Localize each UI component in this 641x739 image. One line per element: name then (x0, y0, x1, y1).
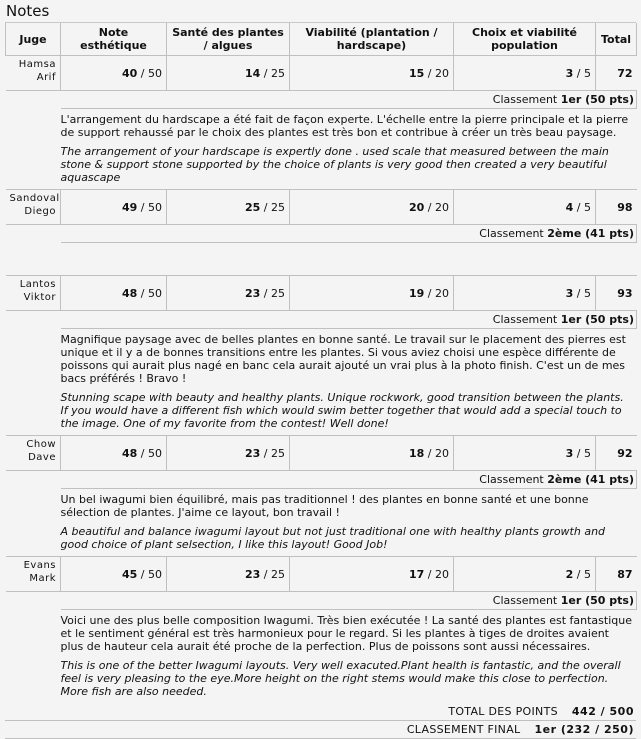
final-ranking-value: 1er (232 / 250) (534, 723, 634, 736)
total-points-label: TOTAL DES POINTS (448, 705, 558, 718)
judge-name: Evans Mark (6, 557, 61, 592)
judge-comment-row (6, 109, 637, 190)
judge-name: Sandoval Diego (6, 190, 61, 225)
judge-rank-row (6, 471, 637, 489)
comment-french: L'arrangement du hardscape a été fait de façon experte. L'échelle entre la pierre principale et la pierre de support rehaussé par le choix des plantes est très bon et contribue à créer un très beau paysage. (60, 113, 629, 139)
judge-rank: Classement 2ème (41 pts) (61, 471, 637, 489)
viability-score: 15 / 20 (290, 56, 454, 91)
judge-rank: Classement 1er (50 pts) (61, 91, 637, 109)
comment-english: A beautiful and balance iwagumi layout but not just traditional one with healthy plants growth and good choice of plant selsection, I like this layout! Good Job! (60, 525, 606, 551)
health-score: 23 / 25 (167, 436, 290, 471)
comment-french: Magnifique paysage avec de belles plantes en bonne santé. Le travail sur le placement des pierres est unique et il y a de bonnes transitions entre les plantes. Si vous aviez choisi une espèce différente de poissons qui aurait plus nagé en banc cela aurait ajouté un vrai plus à la photo finish. C'est un de mes bacs préférés ! Bravo ! (60, 333, 626, 385)
judge-comment (61, 610, 637, 703)
comment-french: Un bel iwagumi bien équilibré, mais pas traditionnel ! des plantes en bonne santé et une bonne sélection de plantes. J'aime ce layout, bon travail ! (60, 493, 589, 519)
health-score: 25 / 25 (167, 190, 290, 225)
viability-score: 20 / 20 (290, 190, 454, 225)
health-score: 23 / 25 (167, 276, 290, 311)
judge-comment (61, 329, 637, 435)
judge-rank: Classement 2ème (41 pts) (61, 225, 637, 243)
judge-comment-row (6, 489, 637, 557)
column-header-aesthetic: Note esthétique (61, 23, 167, 56)
summary (5, 703, 636, 739)
total-score: 92 (596, 436, 637, 471)
total-points-value: 442 / 500 (571, 705, 634, 718)
population-score: 4 / 5 (454, 190, 596, 225)
comment-english: The arrangement of your hardscape is expertly done . used scale that measured between the main stone & support stone supported by the choice of plants is very good then created a very beautiful aquascape (60, 145, 609, 184)
judge-score-row (6, 557, 637, 592)
comment-french: Voici une des plus belle composition Iwagumi. Très bien exécutée ! La santé des plantes est fantastique et le sentiment général est très harmonieux pour le regard. Si les plantes à tiges de droites avaient plus de hauteur cela aurait été proche de la perfection. Plus de poissons sont aussi nécessaires. (60, 614, 632, 653)
judge-score-row (6, 436, 637, 471)
population-score: 3 / 5 (454, 56, 596, 91)
total-score: 93 (596, 276, 637, 311)
judge-rank: Classement 1er (50 pts) (61, 311, 637, 329)
comment-english: This is one of the better Iwagumi layouts. Very well exacuted.Plant health is fantastic, and the overall feel is very pleasing to the eye.More height on the right stems would make this close to perfection. More fish are also needed. (60, 659, 621, 698)
aesthetic-score: 48 / 50 (61, 276, 167, 311)
aesthetic-score: 49 / 50 (61, 190, 167, 225)
health-score: 23 / 25 (167, 557, 290, 592)
judge-comment-row (6, 610, 637, 704)
judge-score-row (6, 190, 637, 225)
judge-rank-row (6, 592, 637, 610)
judge-score-row (6, 56, 637, 91)
final-ranking-line (5, 721, 636, 739)
total-score: 72 (596, 56, 637, 91)
viability-score: 17 / 20 (290, 557, 454, 592)
judge-score-row (6, 276, 637, 311)
population-score: 2 / 5 (454, 557, 596, 592)
column-header-population: Choix et viabilité population (454, 23, 596, 56)
judge-rank: Classement 1er (50 pts) (61, 592, 637, 610)
section-title: Notes (5, 2, 636, 23)
total-score: 87 (596, 557, 637, 592)
final-ranking-label: CLASSEMENT FINAL (406, 723, 521, 736)
judge-comment-row (6, 243, 637, 276)
judge-comment (61, 489, 637, 556)
judge-rank-row (6, 225, 637, 243)
viability-score: 18 / 20 (290, 436, 454, 471)
judge-name: Hamsa Arif (6, 56, 61, 91)
judge-comment (61, 109, 637, 189)
total-points-line (5, 703, 636, 721)
column-header-health: Santé des plantes / algues (167, 23, 290, 56)
column-header-viability: Viabilité (plantation / hardscape) (290, 23, 454, 56)
judge-rank-row (6, 311, 637, 329)
scores-table (5, 23, 637, 703)
aesthetic-score: 48 / 50 (61, 436, 167, 471)
judge-rank-row (6, 91, 637, 109)
header-row (6, 23, 637, 56)
total-score: 98 (596, 190, 637, 225)
comment-english: Stunning scape with beauty and healthy plants. Unique rockwork, good transition between the plants. If you would have a different fish which would swim better together that would add a special touch to the image. One of my favorite from the contest! Well done! (60, 391, 624, 430)
population-score: 3 / 5 (454, 276, 596, 311)
column-header-total: Total (596, 23, 637, 56)
viability-score: 19 / 20 (290, 276, 454, 311)
health-score: 14 / 25 (167, 56, 290, 91)
judge-name: Chow Dave (6, 436, 61, 471)
aesthetic-score: 40 / 50 (61, 56, 167, 91)
population-score: 3 / 5 (454, 436, 596, 471)
aesthetic-score: 45 / 50 (61, 557, 167, 592)
judge-comment-row (6, 329, 637, 436)
column-header-judge: Juge (6, 23, 61, 56)
judge-name: Lantos Viktor (6, 276, 61, 311)
